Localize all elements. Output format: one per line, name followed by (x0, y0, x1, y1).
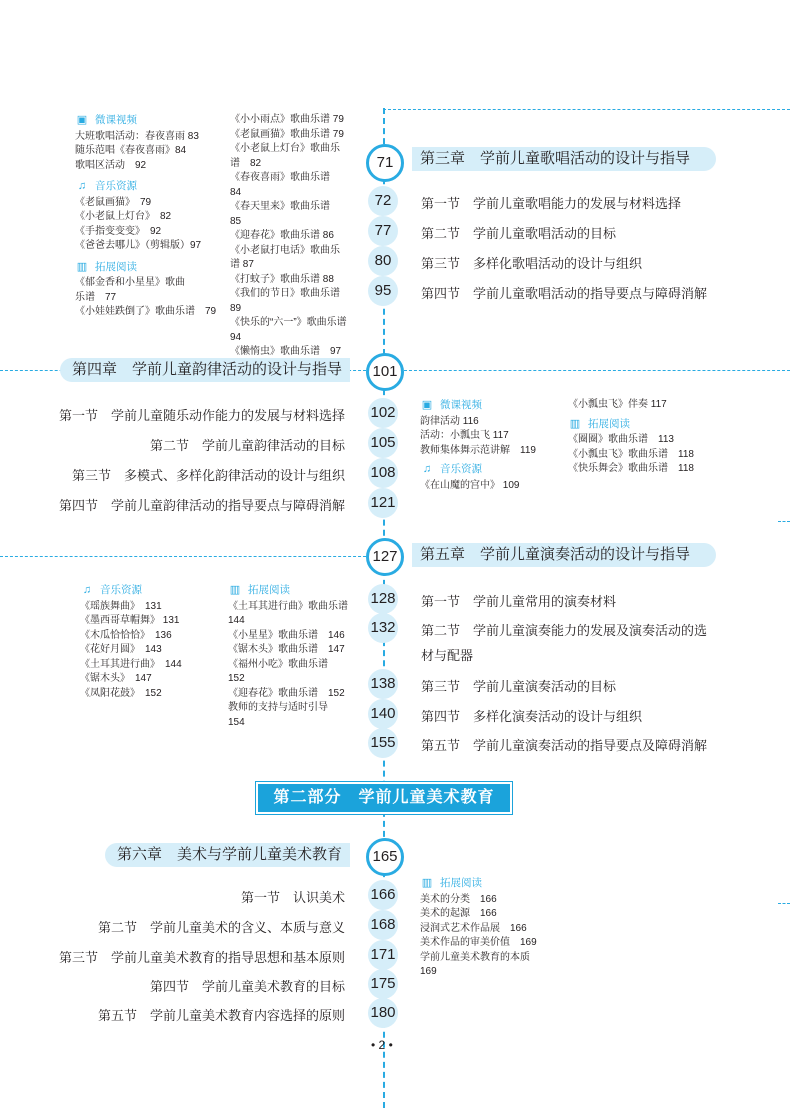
section-page[interactable]: 168 (368, 910, 398, 940)
divider-top (383, 109, 790, 110)
section-title[interactable]: 第二节 学前儿童演奏能力的发展及演奏活动的选 (421, 623, 708, 638)
edge-mark-2 (778, 903, 790, 904)
list-item[interactable]: 美术的起源 166 (420, 908, 497, 919)
list-item[interactable]: 《郁金香和小星星》歌曲乐谱 77 (75, 277, 185, 303)
list-item[interactable]: 《小老鼠上灯台》 82 (75, 211, 172, 222)
music-header: ♫ 音乐资源 (80, 583, 215, 598)
section-page[interactable]: 72 (368, 186, 398, 216)
section-title[interactable]: 第四节 学前儿童歌唱活动的指导要点与障碍消解 (421, 286, 708, 301)
list-item[interactable]: 《花好月圆》 143 (80, 644, 162, 655)
video-icon: ▣ (421, 399, 433, 411)
list-item[interactable]: 教师集体舞示范讲解 119 (420, 444, 536, 456)
chapter-title[interactable]: 第三章 学前儿童歌唱活动的设计与指导 (412, 147, 716, 171)
section-title[interactable]: 第四节 学前儿童美术教育的目标 (149, 979, 345, 994)
divider-ch4-right (404, 370, 790, 371)
section-page[interactable]: 175 (368, 969, 398, 999)
section-title[interactable]: 第二节 学前儿童韵律活动的目标 (149, 438, 345, 453)
section-page[interactable]: 102 (368, 398, 398, 428)
music-note-icon: ♫ (82, 584, 92, 596)
list-item[interactable]: 《小老鼠打电话》歌曲乐谱 87 (230, 244, 340, 270)
list-item[interactable]: 《瑶族舞曲》 131 (80, 600, 162, 612)
section-title[interactable]: 第三节 学前儿童美术教育的指导思想和基本原则 (58, 950, 345, 965)
section-page[interactable]: 140 (368, 699, 398, 729)
chapter-page-circle[interactable]: 127 (366, 538, 404, 576)
page-number: • 2 • (371, 1038, 393, 1052)
chapter-page-circle[interactable]: 101 (366, 353, 404, 391)
list-item[interactable]: 《小娃娃跌倒了》歌曲乐谱 79 (75, 306, 217, 317)
list-item[interactable]: 《木瓜恰恰恰》 136 (80, 629, 172, 641)
section-page[interactable]: 80 (368, 246, 398, 276)
section-title-continued[interactable]: 材与配器 (421, 648, 474, 663)
edge-mark-1 (778, 521, 790, 522)
list-item[interactable]: 《在山魔的宫中》 109 (420, 479, 520, 491)
music-header: ♫ 音乐资源 (75, 179, 225, 194)
section-title[interactable]: 第一节 认识美术 (240, 890, 345, 905)
list-item[interactable]: 随乐范唱《春夜喜雨》84 (75, 145, 187, 156)
list-item[interactable]: 《老鼠画猫》 79 (75, 196, 152, 208)
section-title[interactable]: 第二节 学前儿童歌唱活动的目标 (421, 226, 617, 241)
reading-header: ▥ 拓展阅读 (229, 584, 290, 596)
list-item[interactable]: 《小瓢虫飞》歌曲乐谱 118 (568, 448, 694, 460)
list-item[interactable]: 活动：小瓢虫飞 117 (420, 430, 509, 441)
section-title[interactable]: 第三节 多样化歌唱活动的设计与组织 (421, 256, 643, 271)
list-item[interactable]: 学前儿童美术教育的本质 169 (420, 951, 530, 977)
list-item[interactable]: 《圈圈》歌曲乐谱 113 (568, 434, 674, 445)
chapter-title[interactable]: 第四章 学前儿童韵律活动的设计与指导 (60, 358, 350, 382)
section-page[interactable]: 180 (368, 998, 398, 1028)
section-page[interactable]: 105 (368, 428, 398, 458)
book-icon: ▥ (76, 260, 88, 273)
list-item[interactable]: 《手指变变变》 92 (75, 225, 162, 237)
resource-block-top-left (75, 113, 225, 320)
resource-block-ch4-left (420, 398, 560, 493)
list-item[interactable]: 《小星星》歌曲乐谱 146 (228, 629, 345, 641)
section-title[interactable]: 第四节 多样化演奏活动的设计与组织 (421, 709, 643, 724)
video-header: ▣ 微课视频 (76, 114, 137, 126)
section-title[interactable]: 第四节 学前儿童韵律活动的指导要点与障碍消解 (58, 498, 345, 513)
book-icon: ▥ (229, 584, 241, 596)
list-item[interactable]: 歌唱区活动 92 (75, 159, 147, 171)
resource-block-ch5-reading (228, 583, 358, 730)
list-item[interactable]: 《打蚊子》歌曲乐谱 88 (230, 273, 334, 285)
music-note-icon: ♫ (77, 180, 87, 192)
section-page[interactable]: 132 (368, 613, 398, 643)
section-title[interactable]: 第一节 学前儿童常用的演奏材料 (421, 594, 617, 609)
list-item[interactable]: 《小老鼠上灯台》歌曲乐谱 82 (230, 143, 340, 169)
list-item[interactable]: 《土耳其进行曲》 144 (80, 658, 182, 670)
list-item[interactable]: 《老鼠画猫》歌曲乐谱 79 (230, 128, 344, 140)
reading-header: ▥ 拓展阅读 (569, 417, 630, 430)
list-item[interactable]: 《春夜喜雨》歌曲乐谱 84 (230, 172, 340, 198)
music-note-icon: ♫ (422, 463, 432, 475)
list-item[interactable]: 《我们的节日》歌曲乐谱 89 (230, 288, 340, 314)
list-item[interactable]: 教师的支持与适时引导 154 (228, 702, 328, 728)
list-item[interactable]: 《小瓢虫飞》伴奏 117 (568, 399, 667, 410)
section-page[interactable]: 166 (368, 880, 398, 910)
resource-block-ch5-music (80, 583, 215, 701)
list-item[interactable]: 《爸爸去哪儿》（剪辑版）97 (75, 240, 202, 251)
section-title[interactable]: 第三节 学前儿童演奏活动的目标 (421, 679, 617, 694)
music-header: ♫ 音乐资源 (420, 462, 560, 477)
video-header: ▣ 微课视频 (421, 399, 482, 411)
list-item[interactable]: 大班歌唱活动：春夜喜雨 83 (75, 130, 199, 142)
book-icon: ▥ (569, 417, 581, 430)
list-item[interactable]: 《墨西哥草帽舞》 131 (80, 615, 180, 626)
list-item[interactable]: 《迎春花》歌曲乐谱 86 (230, 230, 334, 241)
chapter-page-circle[interactable]: 71 (366, 144, 404, 182)
list-item[interactable]: 韵律活动 116 (420, 415, 479, 427)
section-title[interactable]: 第一节 学前儿童歌唱能力的发展与材料选择 (421, 196, 682, 211)
list-item[interactable]: 《土耳其进行曲》歌曲乐谱 144 (228, 600, 358, 626)
section-page[interactable]: 138 (368, 669, 398, 699)
section-title[interactable]: 第五节 学前儿童美术教育内容选择的原则 (97, 1008, 345, 1023)
list-item[interactable]: 《锯木头》歌曲乐谱 147 (228, 644, 345, 655)
section-page[interactable]: 155 (368, 728, 398, 758)
list-item[interactable]: 美术作品的审美价值 169 (420, 937, 537, 948)
list-item[interactable]: 《迎春花》歌曲乐谱 152 (228, 687, 345, 699)
reading-header: ▥ 拓展阅读 (421, 877, 482, 889)
section-page[interactable]: 121 (368, 488, 398, 518)
list-item[interactable]: 《凤阳花鼓》 152 (80, 687, 162, 699)
video-icon: ▣ (76, 114, 88, 126)
list-item[interactable]: 《快乐的“六一”》歌曲乐谱 94 (230, 317, 347, 343)
chapter-title[interactable]: 第五章 学前儿童演奏活动的设计与指导 (412, 543, 716, 567)
reading-header: ▥ 拓展阅读 (76, 260, 137, 273)
list-item[interactable]: 《小小雨点》歌曲乐谱 79 (230, 114, 344, 125)
resource-block-ch4-right (568, 398, 708, 477)
section-title[interactable]: 第五节 学前儿童演奏活动的指导要点及障碍消解 (421, 738, 708, 753)
book-icon: ▥ (421, 877, 433, 889)
section-page[interactable]: 95 (368, 276, 398, 306)
list-item[interactable]: 《福州小吃》歌曲乐谱 152 (228, 658, 328, 684)
list-item[interactable]: 美术的分类 166 (420, 893, 497, 905)
section-page[interactable]: 77 (368, 216, 398, 246)
chapter-page-circle[interactable]: 165 (366, 838, 404, 876)
resource-block-ch6-reading (420, 876, 555, 980)
section-title[interactable]: 第三节 多模式、多样化韵律活动的设计与组织 (71, 468, 345, 483)
list-item[interactable]: 《懒惰虫》歌曲乐谱 97 (230, 346, 342, 357)
list-item[interactable]: 《锯木头》 147 (80, 673, 152, 684)
list-item[interactable]: 浸润式艺术作品展 166 (420, 922, 527, 934)
resource-block-top-middle (230, 113, 348, 360)
chapter-title[interactable]: 第六章 美术与学前儿童美术教育 (105, 843, 350, 867)
section-page[interactable]: 128 (368, 584, 398, 614)
list-item[interactable]: 《春天里来》歌曲乐谱 85 (230, 201, 340, 227)
divider-ch5 (0, 556, 366, 557)
list-item[interactable]: 《快乐舞会》歌曲乐谱 118 (568, 463, 694, 474)
section-page[interactable]: 108 (368, 458, 398, 488)
section-title[interactable]: 第二节 学前儿童美术的含义、本质与意义 (97, 920, 345, 935)
part-banner[interactable]: 第二部分 学前儿童美术教育 (258, 784, 510, 812)
section-page[interactable]: 171 (368, 940, 398, 970)
section-title[interactable]: 第一节 学前儿童随乐动作能力的发展与材料选择 (58, 408, 345, 423)
